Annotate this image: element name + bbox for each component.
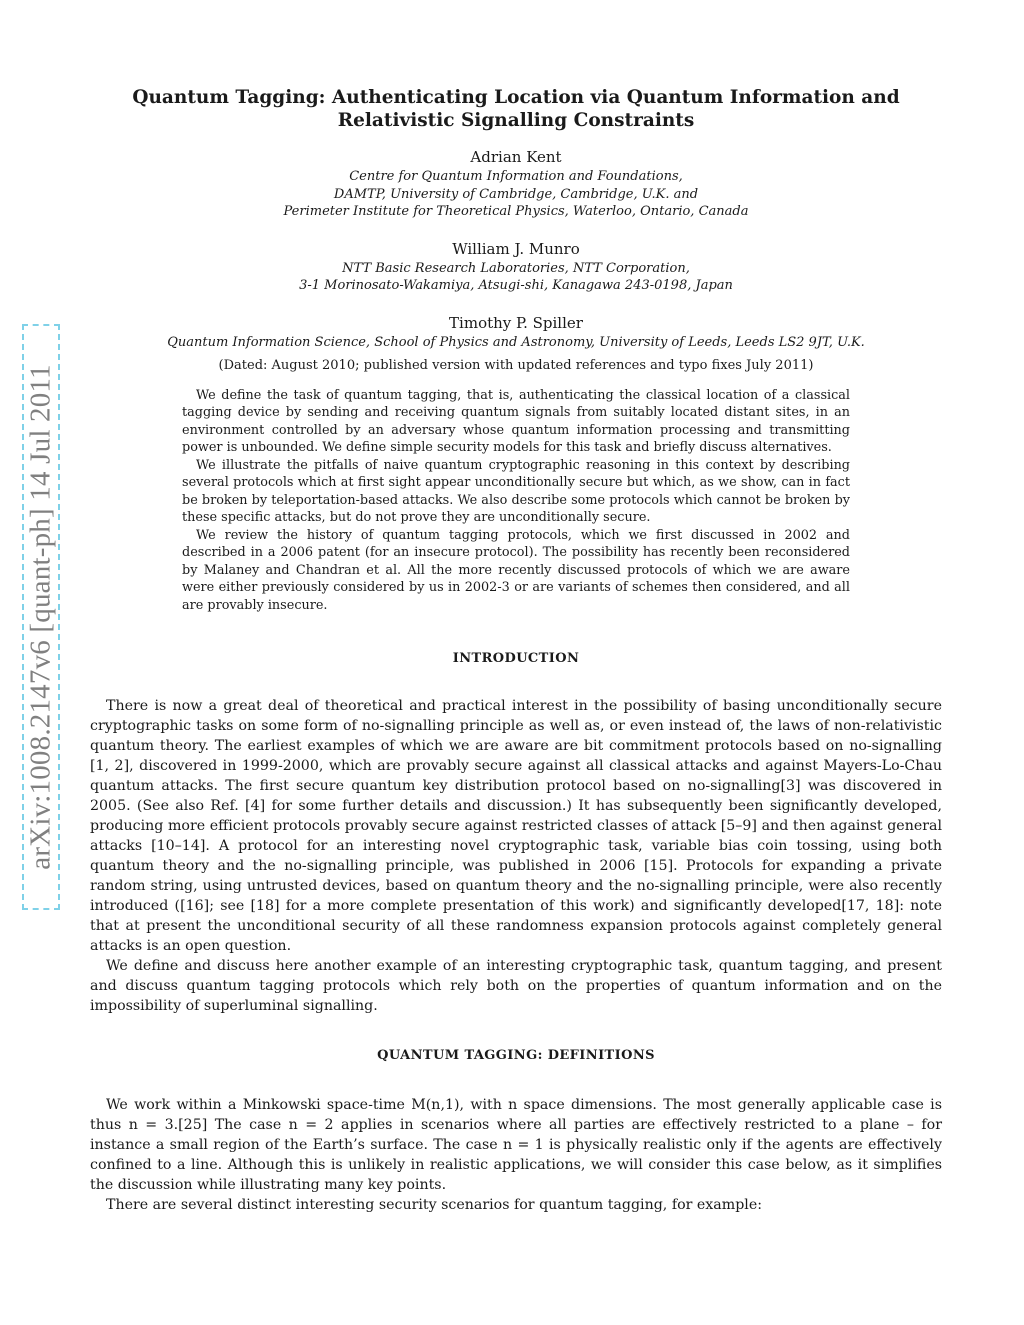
arxiv-identifier-stamp[interactable] [22, 324, 60, 910]
paper-page [90, 86, 942, 1215]
paper-title: Quantum Tagging: Authenticating Location via Quantum Information and Relativistic Signalling Constraints [132, 87, 900, 131]
arxiv-identifier-text: arXiv:1008.2147v6 [quant-ph] 14 Jul 2011 [24, 364, 57, 870]
affiliation-line: NTT Basic Research Laboratories, NTT Corporation, [342, 260, 690, 276]
definitions-body [90, 1095, 942, 1215]
affiliation-line: Quantum Information Science, School of Physics and Astronomy, University of Leeds, Leeds LS2 9JT, U.K. [167, 334, 865, 350]
abstract-paragraph: We define the task of quantum tagging, that is, authenticating the classical location of a classical tagging device by sending and receiving quantum signals from suitably located distant sites, in an environment controlled by an adversary whose quantum information processing and transmitting power is unbounded. We define simple security models for this task and briefly discuss alternatives. [182, 387, 850, 455]
author-name: William J. Munro [452, 239, 580, 258]
dated-line: (Dated: August 2010; published version with updated references and typo fixes July 2011) [218, 358, 814, 373]
section-heading-definitions: QUANTUM TAGGING: DEFINITIONS [377, 1048, 655, 1063]
author-block [90, 240, 942, 295]
author-block [90, 148, 942, 221]
abstract-paragraph: We review the history of quantum tagging protocols, which we first discussed in 2002 and described in a 2006 patent (for an insecure protocol). The possibility has recently been reconsidered by Malaney and Chandran et al. All the more recently discussed protocols of which we are aware were either previously considered by us in 2002-3 or are variants of schemes then considered, and all are provably insecure. [182, 527, 850, 613]
affiliation-line: Centre for Quantum Information and Foundations, [349, 169, 683, 184]
abstract [182, 387, 850, 615]
body-paragraph: We define and discuss here another example of an interesting cryptographic task, quantum tagging, and present and discuss quantum tagging protocols which rely both on the properties of quantum information and on the impossibility of superluminal signalling. [90, 958, 942, 1014]
section-heading-introduction: INTRODUCTION [452, 651, 580, 666]
author-name: Adrian Kent [470, 148, 562, 166]
abstract-paragraph: We illustrate the pitfalls of naive quantum cryptographic reasoning in this context by describing several protocols which at first sight appear unconditionally secure but which, as we show, can in fact be broken by teleportation-based attacks. We also describe some protocols which cannot be broken by these specific attacks, but do not prove they are unconditionally secure. [182, 457, 850, 525]
body-paragraph: There are several distinct interesting security scenarios for quantum tagging, for example: [106, 1197, 763, 1213]
affiliation-line: DAMTP, University of Cambridge, Cambridge, U.K. and [333, 186, 699, 202]
author-name: Timothy P. Spiller [449, 313, 583, 332]
affiliation-line: Perimeter Institute for Theoretical Physics, Waterloo, Ontario, Canada [283, 204, 749, 219]
affiliation-line: 3-1 Morinosato-Wakamiya, Atsugi-shi, Kanagawa 243-0198, Japan [299, 278, 733, 293]
body-paragraph: We work within a Minkowski space-time M(n,1), with n space dimensions. The most generally applicable case is thus n = 3.[25] The case n = 2 applies in scenarios where all parties are effectively restricted to a plane – for instance a small region of the Earth’s surface. The case n = 1 is physically realistic only if the agents are effectively confined to a line. Although this is unlikely in realistic applications, we will consider this case below, as it simplifies the discussion while illustrating many key points. [90, 1097, 942, 1193]
author-block [90, 314, 942, 352]
introduction-body [90, 696, 942, 1016]
body-paragraph: There is now a great deal of theoretical and practical interest in the possibility of basing unconditionally secure cryptographic tasks on some form of no-signalling principle as well as, or even instead of, the laws of non-relativistic quantum theory. The earliest examples of which we are aware are bit commitment protocols based on no-signalling [1, 2], discovered in 1999-2000, which are provably secure against all classical attacks and against Mayers-Lo-Chau quantum attacks. The first secure quantum key distribution protocol based on no-signalling[3] was discovered in 2005. (See also Ref. [4] for some further details and discussion.) It has subsequently been significantly developed, producing more efficient protocols provably secure against restricted classes of attack [5–9] and then against general attacks [10–14]. A protocol for an interesting novel cryptographic task, variable bias coin tossing, using both quantum theory and the no-signalling principle, was published in 2006 [15]. Protocols for expanding a private random string, using untrusted devices, based on quantum theory and the no-signalling principle, were also recently introduced ([16]; see [18] for a more complete presentation of this work) and significantly developed[17, 18]: note that at present the unconditional security of all these randomness expansion protocols against completely general attacks is an open question. [90, 698, 942, 954]
